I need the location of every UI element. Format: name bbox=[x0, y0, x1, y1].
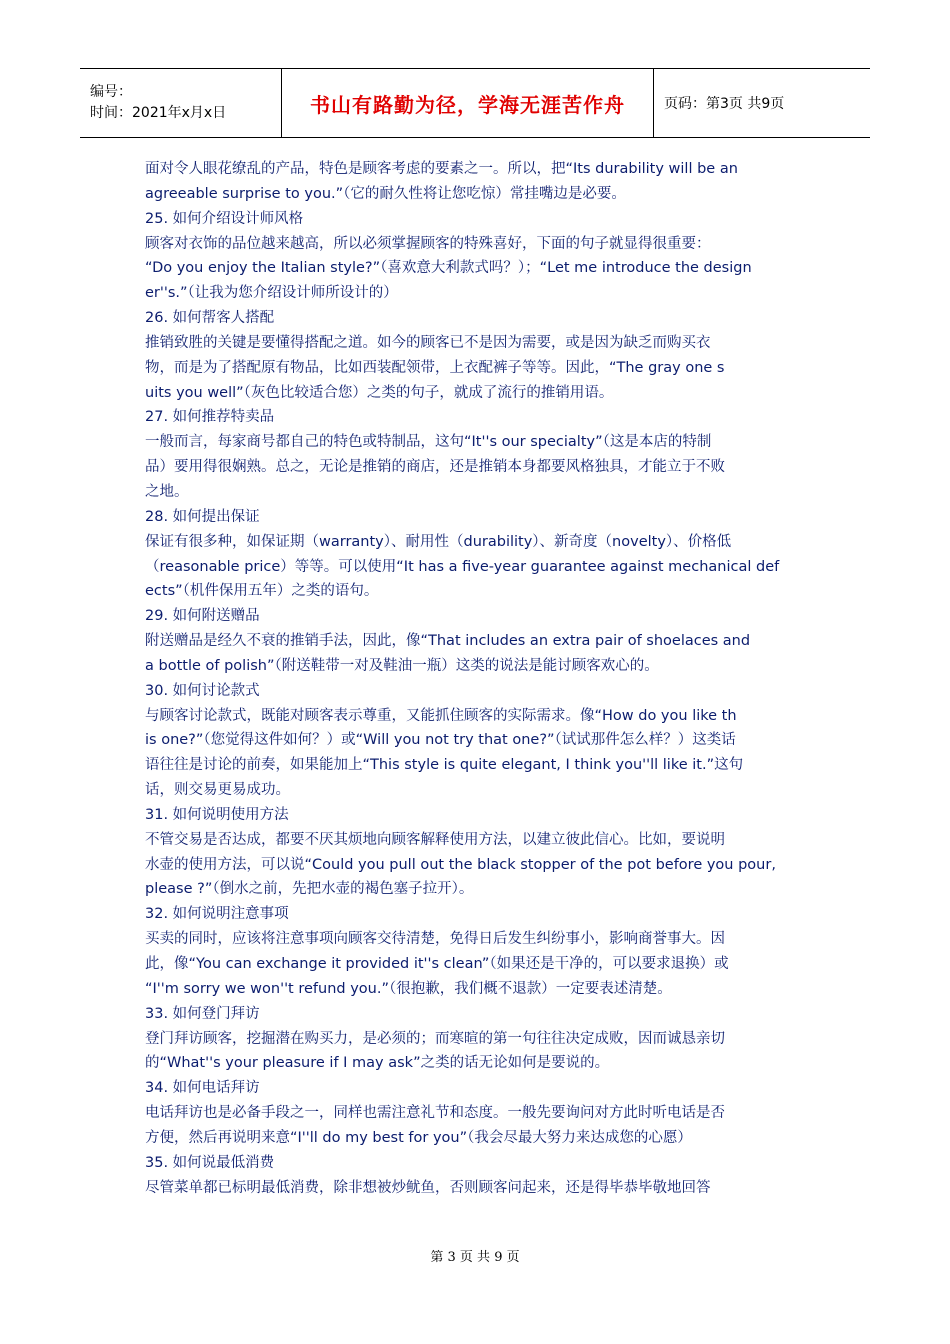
body-text-line: “Do you enjoy the Italian style?”（喜欢意大利款式吗？）；“Let me introduce the design bbox=[145, 260, 752, 277]
section-heading: 25. 如何介绍设计师风格 bbox=[145, 210, 304, 227]
page-footer: 第 3 页 共 9 页 bbox=[430, 1250, 520, 1265]
body-text-line: please ?”（倒水之前，先把水壶的褐色塞子拉开）。 bbox=[145, 881, 474, 898]
section-heading: 35. 如何说最低消费 bbox=[145, 1154, 275, 1171]
header-page-info: 页码：第3页 共9页 bbox=[664, 96, 785, 112]
body-text-line: 顾客对衣饰的品位越来越高，所以必须掌握顾客的特殊喜好，下面的句子就显得很重要： bbox=[145, 235, 711, 252]
section-heading: 28. 如何提出保证 bbox=[145, 508, 260, 525]
section-heading: 34. 如何电话拜访 bbox=[145, 1080, 260, 1097]
body-text-line: 一般而言，每家商号都自己的特色或特制品，这句“It''s our specialty”（这是本店的特制 bbox=[145, 434, 712, 451]
body-text-line: a bottle of polish”（附送鞋带一对及鞋油一瓶）这类的说法是能讨顾客欢心的。 bbox=[145, 657, 659, 674]
section-heading: 26. 如何帮客人搭配 bbox=[145, 310, 275, 327]
body-text-line: 语往往是讨论的前奏，如果能加上“This style is quite elegant, I think you''ll like it.”这句 bbox=[145, 757, 744, 774]
body-text-line: agreeable surprise to you.”（它的耐久性将让您吃惊）常挂嘴边是必要。 bbox=[145, 185, 626, 202]
document-number-label: 编号： bbox=[90, 84, 132, 100]
section-heading: 30. 如何讨论款式 bbox=[145, 682, 260, 699]
body-text-line: 保证有很多种，如保证期（warranty）、耐用性（durability）、新奇度（novelty）、价格低 bbox=[145, 533, 732, 550]
body-text-line: 登门拜访顾客，挖掘潜在购买力，是必须的；而寒暄的第一句往往决定成败，因而诚恳亲切 bbox=[145, 1030, 725, 1047]
body-text-line: 品）要用得很娴熟。总之，无论是推销的商店，还是推销本身都要风格独具，才能立于不败 bbox=[145, 459, 725, 476]
body-text-line: （reasonable price）等等。可以使用“It has a five-year guarantee against mechanical def bbox=[145, 558, 780, 575]
section-heading: 33. 如何登门拜访 bbox=[145, 1005, 260, 1022]
body-text-line: 电话拜访也是必备手段之一，同样也需注意礼节和态度。一般先要询问对方此时听电话是否 bbox=[145, 1105, 725, 1122]
document-body bbox=[145, 157, 790, 1200]
body-text-line: “I''m sorry we won''t refund you.”（很抱歉，我们概不退款）一定要表述清楚。 bbox=[145, 980, 672, 997]
page-header bbox=[80, 68, 870, 138]
header-page-cell bbox=[654, 69, 870, 137]
header-meta bbox=[80, 69, 282, 137]
header-motto-cell bbox=[282, 69, 654, 137]
body-text-line: 面对令人眼花缭乱的产品，特色是顾客考虑的要素之一。所以，把“Its durability will be an bbox=[145, 161, 738, 177]
body-text-line: 方便，然后再说明来意“I''ll do my best for you”（我会尽最大努力来达成您的心愿） bbox=[145, 1129, 692, 1146]
body-text-line: 买卖的同时，应该将注意事项向顾客交待清楚，免得日后发生纠纷事小，影响商誉事大。因 bbox=[145, 931, 725, 948]
body-text-line: 之地。 bbox=[145, 483, 189, 500]
header-motto: 书山有路勤为径，学海无涯苦作舟 bbox=[310, 92, 625, 117]
section-heading: 31. 如何说明使用方法 bbox=[145, 806, 289, 823]
body-text-line: 物，而是为了搭配原有物品，比如西装配领带，上衣配裤子等等。因此，“The gray one s bbox=[145, 359, 725, 376]
body-text-line: 尽管菜单都已标明最低消费，除非想被炒鱿鱼，否则顾客问起来，还是得毕恭毕敬地回答 bbox=[145, 1179, 711, 1196]
body-text-line: er''s.”（让我为您介绍设计师所设计的） bbox=[145, 285, 398, 302]
section-heading: 27. 如何推荐特卖品 bbox=[145, 409, 275, 426]
body-text-line: 此，像“You can exchange it provided it''s clean”（如果还是干净的，可以要求退换）或 bbox=[145, 956, 729, 972]
body-text-line: uits you well”（灰色比较适合您）之类的句子，就成了流行的推销用语。 bbox=[145, 384, 614, 401]
body-text-line: 水壶的使用方法，可以说“Could you pull out the black stopper of the pot before you pour, bbox=[145, 856, 776, 873]
body-text-line: 与顾客讨论款式，既能对顾客表示尊重，又能抓住顾客的实际需求。像“How do you like th bbox=[145, 707, 737, 724]
section-heading: 29. 如何附送赠品 bbox=[145, 608, 260, 625]
body-text-line: is one?”（您觉得这件如何？）或“Will you not try that one?”（试试那件怎么样？）这类话 bbox=[145, 732, 736, 749]
document-time-label: 时间：2021年x月x日 bbox=[90, 105, 227, 121]
body-text-line: 的“What''s your pleasure if I may ask”之类的话无论如何是要说的。 bbox=[145, 1055, 610, 1072]
body-text-line: ects”（机件保用五年）之类的语句。 bbox=[145, 583, 379, 600]
section-heading: 32. 如何说明注意事项 bbox=[145, 906, 289, 923]
body-text-line: 话，则交易更易成功。 bbox=[145, 782, 290, 799]
body-text-line: 附送赠品是经久不衰的推销手法，因此，像“That includes an extra pair of shoelaces and bbox=[145, 633, 751, 650]
body-text-line: 不管交易是否达成，都要不厌其烦地向顾客解释使用方法，以建立彼此信心。比如，要说明 bbox=[145, 831, 725, 848]
body-text-line: 推销致胜的关键是要懂得搭配之道。如今的顾客已不是因为需要，或是因为缺乏而购买衣 bbox=[145, 334, 711, 351]
